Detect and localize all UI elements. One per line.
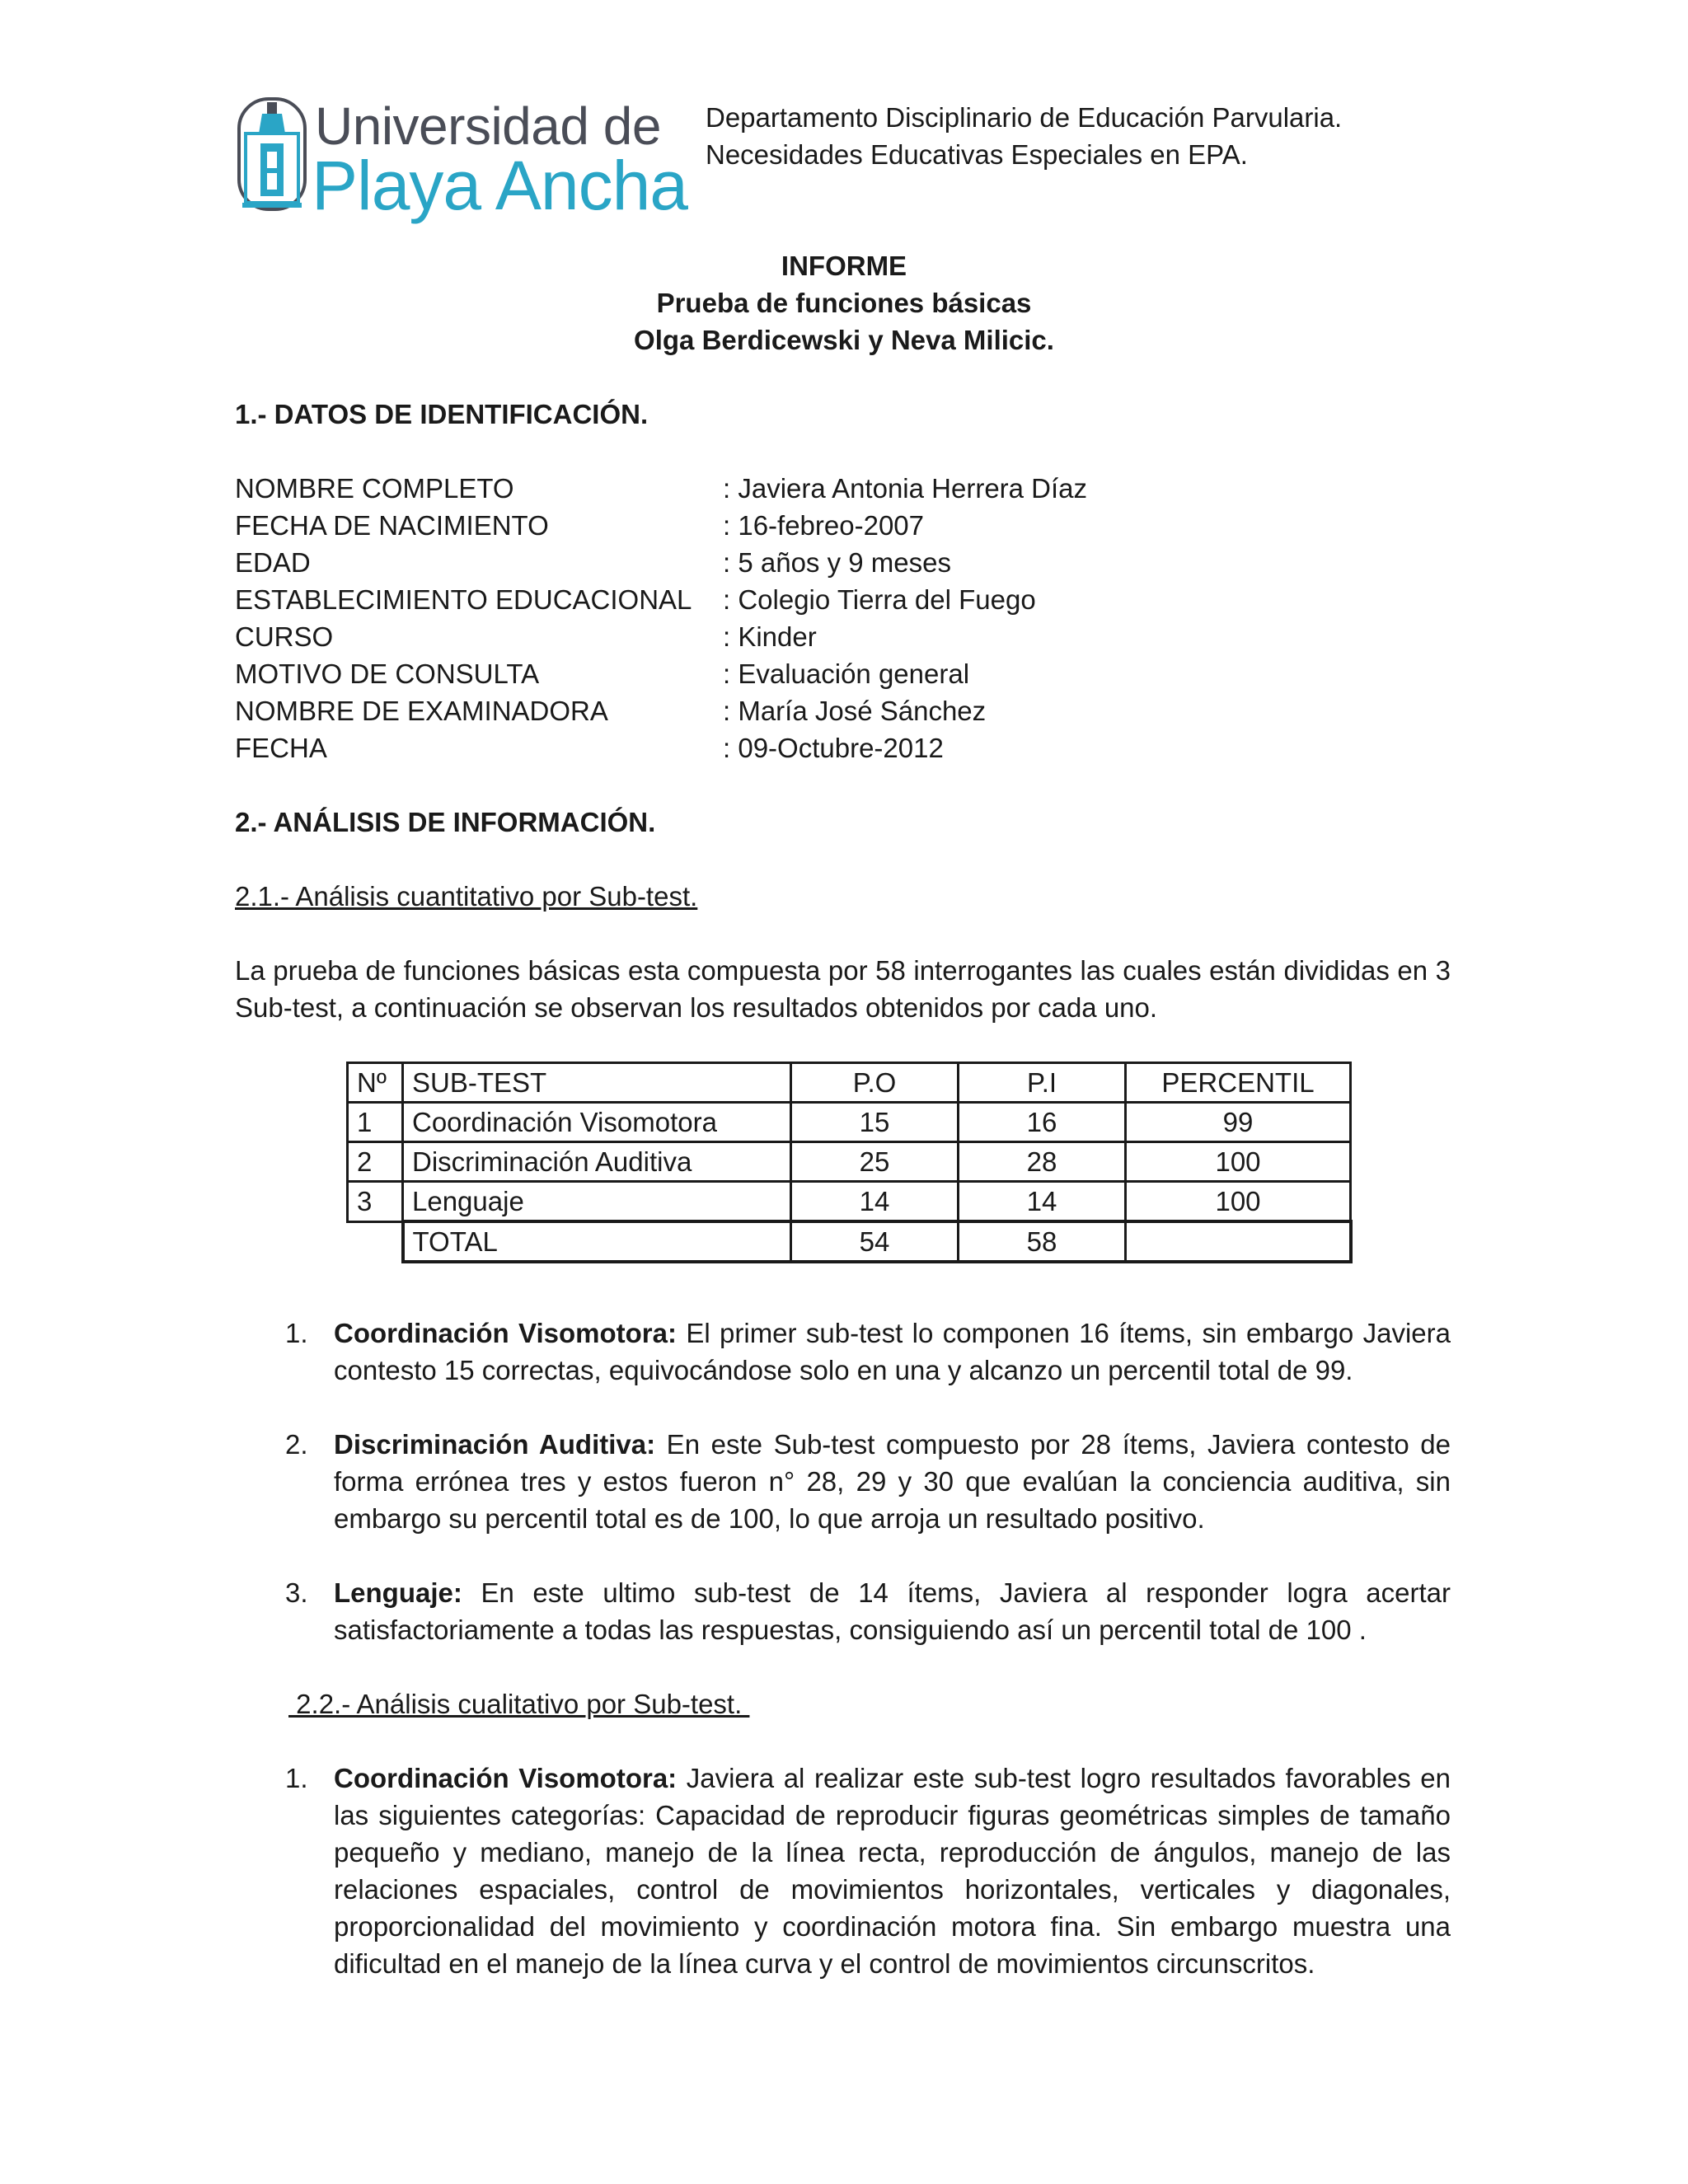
report-authors: Olga Berdicewski y Neva Milicic. [634,325,1054,355]
field-value: : 5 años y 9 meses [723,547,951,578]
list-item-title: Coordinación Visomotora: [334,1318,677,1348]
table-header-cell: Nº [348,1063,403,1103]
field-label: EDAD [235,547,311,578]
table-total-cell [1126,1221,1351,1262]
table-cell: 100 [1126,1142,1351,1182]
table-cell: 16 [959,1103,1126,1142]
section1-heading: 1.- DATOS DE IDENTIFICACIÓN. [235,399,649,429]
list-number: 1. [285,1318,308,1348]
table-cell: Discriminación Auditiva [403,1142,791,1182]
table-total-cell: 58 [959,1221,1126,1262]
table-cell: 100 [1126,1182,1351,1222]
table-header-cell: P.I [959,1063,1126,1103]
table-cell: 1 [348,1103,403,1142]
table-cell: 3 [348,1182,403,1222]
list-item [334,1426,1451,1537]
list-item-title: Lenguaje: [334,1577,462,1608]
table-cell: 99 [1126,1103,1351,1142]
field-label: NOMBRE DE EXAMINADORA [235,696,608,726]
list-item [334,1574,1451,1648]
table-total-label: TOTAL [403,1221,791,1262]
table-cell: 28 [959,1142,1126,1182]
department-line1: Departamento Disciplinario de Educación Parvularia. [706,102,1343,133]
logo-text-line2: Playa Ancha [312,147,688,224]
table-cell: 14 [791,1182,959,1222]
list-item-title: Discriminación Auditiva: [334,1429,656,1460]
list-number: 3. [285,1577,308,1608]
list-item-text: El primer sub-test lo componen 16 ítems, sin embargo Javiera contesto 15 correctas, equivocándose solo en una y alcanzo un percentil total de 99. [334,1318,1451,1385]
department-line2: Necesidades Educativas Especiales en EPA. [706,139,1248,170]
field-value: : Javiera Antonia Herrera Díaz [723,473,1088,504]
list-item-text: Javiera al realizar este sub-test logro resultados favorables en las siguientes categorías: Capacidad de reproducir figuras geométricas simples de tamaño pequeño y mediano, manejo de la línea recta, reproducción de ángulos, manejo de las relaciones espaciales, control de movimientos horizontales, verticales y diagonales, proporcionalidad del movimiento y coordinación motora fina. Sin embargo muestra una dificultad en el manejo de la línea curva y el control de movimientos circunscritos. [334,1763,1451,1979]
field-label: NOMBRE COMPLETO [235,473,514,504]
field-value: : Kinder [723,621,817,652]
field-label: FECHA DE NACIMIENTO [235,510,549,541]
table-total-cell: 54 [791,1221,959,1262]
table-cell: Lenguaje [403,1182,791,1222]
field-value: : 16-febreo-2007 [723,510,925,541]
list-item [334,1760,1451,1982]
list-item-title: Coordinación Visomotora: [334,1763,678,1793]
table-cell: 15 [791,1103,959,1142]
table-row [348,1103,1351,1142]
field-value: : Colegio Tierra del Fuego [723,584,1036,615]
report-subtitle: Prueba de funciones básicas [656,288,1032,318]
logo-text-line1: Universidad de [315,96,661,156]
table-blank-cell [348,1221,403,1262]
field-value: : María José Sánchez [723,696,987,726]
table-row [348,1142,1351,1182]
field-label: ESTABLECIMIENTO EDUCACIONAL [235,584,692,615]
field-value: : Evaluación general [723,658,970,689]
list-item-text: En este Sub-test compuesto por 28 ítems, Javiera contesto de forma errónea tres y estos fueron n° 28, 29 y 30 que evalúan la conciencia auditiva, sin embargo su percentil total es de 100, lo que arroja un resultado positivo. [334,1429,1451,1534]
table-total-row [348,1221,1351,1262]
table-cell: 14 [959,1182,1126,1222]
table-row [348,1182,1351,1222]
list-number: 1. [285,1763,308,1793]
intro-paragraph: La prueba de funciones básicas esta compuesta por 58 interrogantes las cuales están divididas en 3 Sub-test, a continuación se observan los resultados obtenidos por cada uno. [235,955,1451,1023]
lighthouse-icon [237,97,307,211]
table-header-cell: SUB-TEST [403,1063,791,1103]
field-label: CURSO [235,621,334,652]
list-item-text: En este ultimo sub-test de 14 ítems, Javiera al responder logra acertar satisfactoriamente a todas las respuestas, consiguiendo así un percentil total de 100 . [334,1577,1451,1645]
report-title: INFORME [781,251,907,281]
table-cell: 2 [348,1142,403,1182]
table-cell: 25 [791,1142,959,1182]
field-label: FECHA [235,733,327,763]
table-header-row [348,1063,1351,1103]
results-table [346,1062,1353,1263]
list-number: 2. [285,1429,308,1460]
subsection-qualitative-heading: 2.2.- Análisis cualitativo por Sub-test. [288,1689,750,1719]
section2-heading: 2.- ANÁLISIS DE INFORMACIÓN. [235,807,656,837]
list-item [334,1315,1451,1389]
table-cell: Coordinación Visomotora [403,1103,791,1142]
field-label: MOTIVO DE CONSULTA [235,658,540,689]
table-header-cell: P.O [791,1063,959,1103]
field-value: : 09-Octubre-2012 [723,733,944,763]
subsection-quantitative-heading: 2.1.- Análisis cuantitativo por Sub-test. [235,881,698,912]
table-header-cell: PERCENTIL [1126,1063,1351,1103]
